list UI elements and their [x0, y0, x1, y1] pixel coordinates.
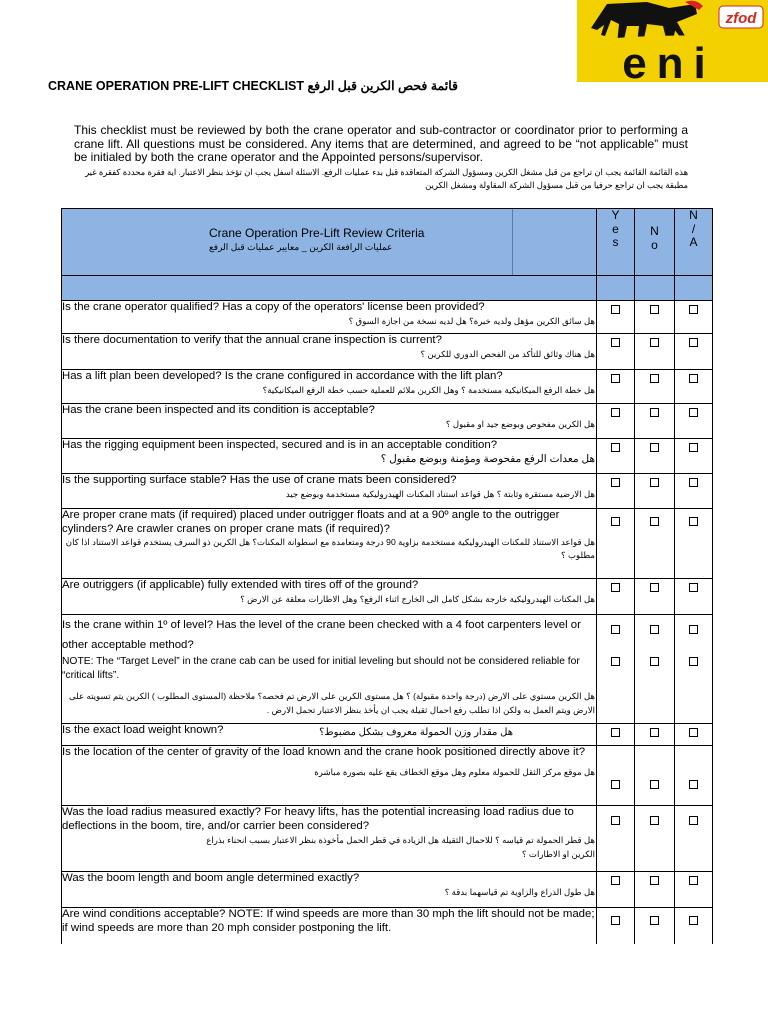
no-checkbox-cell: [635, 334, 675, 370]
na-checkbox[interactable]: [689, 517, 698, 526]
na-checkbox-cell: [675, 872, 713, 908]
no-checkbox[interactable]: [650, 583, 659, 592]
question-ar: هل معدات الرفع مفحوصة ومؤمنة وبوضع مقبول ؟: [380, 452, 595, 465]
question-ar: هل الكرين مستوي على الارض (درجة واحدة مقبولة) ؟ هل مستوى الكرين على الارض تم فحصه؟ ملاحظة (المستوى المطلوب ) الكرين يتم تسويته على الارض ويتم العمل به ولكن اذا تطلب رفع احمال ثقيلة يجب ان يأخذ بنظر الاعتبار تحمل الارض .: [68, 691, 595, 715]
no-checkbox[interactable]: [650, 625, 659, 634]
eni-zfod-logo: [577, 0, 768, 82]
no-checkbox-cell: [635, 806, 675, 872]
no-checkbox[interactable]: [650, 374, 659, 383]
na-checkbox[interactable]: [689, 916, 698, 925]
yes-checkbox-cell: [597, 370, 635, 404]
header-band-cell: [597, 276, 635, 301]
yes-checkbox-cell: [597, 724, 635, 746]
table-row: [62, 301, 713, 334]
question-ar: هل موقع مركز الثقل للحمولة معلوم وهل موقع الخطاف يقع عليه بصورة مباشرة: [314, 766, 595, 777]
no-checkbox-cell: [635, 908, 675, 944]
no-checkbox-cell: [635, 301, 675, 334]
na-checkbox-cell: [675, 746, 713, 806]
na-checkbox-cell: [675, 474, 713, 509]
yes-checkbox-cell: [597, 806, 635, 872]
no-checkbox[interactable]: [650, 728, 659, 737]
question-ar: هل الارضية مستقرة وثابتة ؟ هل قواعد استناد المكنات الهيدروليكية مستخدمة وبوضع جيد: [285, 488, 595, 499]
yes-checkbox-cell: [597, 579, 635, 615]
intro-text-ar: هذه القائمة القائمة يجب ان تراجع من قبل مشغل الكرين ومسؤول الشركة المتعاقدة قبل بدء عمليات الرفع. الاسئلة اسفل يجب ان تؤخذ بنظر الاعتبار. اية فقرة محددة كفقرة غير مطبقة يجب ان تراجع حرفيا من قبل مسؤول الشركة المقاولة ومشغل الكرين: [85, 167, 688, 190]
table-row: [62, 724, 713, 746]
no-checkbox[interactable]: [650, 443, 659, 452]
no-header-char: o: [651, 237, 658, 252]
na-checkbox-cell: [675, 370, 713, 404]
question-cell: [62, 872, 597, 908]
no-checkbox-cell: [635, 746, 675, 806]
yes-checkbox-cell: [597, 474, 635, 509]
no-checkbox-cell: [635, 404, 675, 439]
yes-checkbox-cell: [597, 509, 635, 579]
na-checkbox[interactable]: [689, 443, 698, 452]
no-checkbox[interactable]: [650, 478, 659, 487]
yes-checkbox[interactable]: [611, 478, 620, 487]
header-divider: [512, 209, 513, 275]
eni-wordmark: eni: [622, 39, 716, 82]
yes-checkbox-cell: [597, 334, 635, 370]
yes-checkbox[interactable]: [611, 625, 620, 634]
question-en: Is the exact load weight known?: [62, 724, 224, 736]
no-checkbox[interactable]: [650, 305, 659, 314]
na-checkbox-cell: [675, 334, 713, 370]
row-spacer: [675, 639, 712, 653]
yes-checkbox-cell: [597, 615, 635, 724]
header-band-row: [62, 276, 713, 301]
question-ar: هل قواعد الاستناد للمكنات الهيدروليكية مستخدمة بزاوية 90 درجة ومتعامدة مع اسطوانة المكنات؟ هل الكرين ذو السرف يستخدم قواعد الاستناد اذا كان مطلوب ؟: [65, 537, 595, 560]
na-checkbox[interactable]: [689, 338, 698, 347]
table-row: [62, 872, 713, 908]
header-band-cell: [62, 276, 597, 301]
table-row: [62, 908, 713, 944]
na-checkbox[interactable]: [689, 478, 698, 487]
question-en: Was the load radius measured exactly? For heavy lifts, has the potential increasing load radius due to deflections in the boom, tire, and/or carrier been considered?: [62, 806, 574, 832]
question-ar: هل قطر الحمولة تم قياسه ؟ للاحمال الثقيلة هل الزيادة في قطر الحمل مأخوذة بنظر الاعتبار بسبب انحناء بذراع الكرين او الاطارات ؟: [206, 835, 595, 859]
yes-checkbox[interactable]: [611, 916, 620, 925]
question-en: Is the crane within 1º of level? Has the level of the crane been checked with a 4 foot carpenters level or other acceptable method?: [62, 619, 581, 651]
question-en: Is the crane operator qualified? Has a copy of the operators' license been provided?: [62, 301, 485, 313]
table-row: [62, 746, 713, 806]
yes-checkbox[interactable]: [611, 816, 620, 825]
yes-checkbox-cell: [597, 404, 635, 439]
question-en: Has the crane been inspected and its condition is acceptable?: [62, 404, 375, 416]
yes-checkbox[interactable]: [611, 583, 620, 592]
question-ar: هل مقدار وزن الحمولة معروف بشكل مضبوط؟: [319, 727, 513, 738]
na-checkbox-cell: [675, 615, 713, 724]
na-checkbox[interactable]: [689, 408, 698, 417]
question-en: Was the boom length and boom angle determined exactly?: [62, 872, 360, 884]
no-checkbox[interactable]: [650, 338, 659, 347]
na-checkbox-cell: [675, 301, 713, 334]
table-row: [62, 404, 713, 439]
question-cell: [62, 908, 597, 944]
na-checkbox-cell: [675, 439, 713, 474]
question-ar: هل هناك وثائق للتأكد من الفحص الدوري للكرين ؟: [420, 348, 595, 359]
na-checkbox-cell: [675, 579, 713, 615]
question-note: NOTE: The “Target Level” in the crane cab can be used for initial leveling but should not be considered reliable for “critical lifts”.: [62, 656, 580, 681]
na-checkbox[interactable]: [689, 780, 698, 789]
no-checkbox[interactable]: [650, 816, 659, 825]
no-checkbox-secondary[interactable]: [650, 657, 659, 666]
no-checkbox-cell: [635, 579, 675, 615]
yes-checkbox[interactable]: [611, 728, 620, 737]
no-header-char: N: [650, 224, 659, 238]
no-checkbox-cell: [635, 724, 675, 746]
na-header-char: N: [689, 208, 698, 222]
yes-header-char: Y: [611, 208, 620, 222]
question-en: Are outriggers (if applicable) fully extended with tires off of the ground?: [62, 579, 419, 591]
question-cell: [62, 439, 597, 474]
yes-column-header: [597, 209, 635, 276]
row-spacer: [597, 639, 634, 653]
yes-header-char: s: [612, 235, 619, 249]
question-cell: [62, 404, 597, 439]
question-cell: [62, 334, 597, 370]
no-checkbox-cell: [635, 615, 675, 724]
question-cell: [62, 301, 597, 334]
question-ar: هل طول الذراع والزاوية تم قياسهما بدقة ؟: [444, 886, 595, 897]
no-checkbox-cell: [635, 474, 675, 509]
table-row: [62, 439, 713, 474]
question-en: Is there documentation to verify that the annual crane inspection is current?: [62, 334, 442, 346]
no-checkbox[interactable]: [650, 916, 659, 925]
question-cell: [62, 579, 597, 615]
na-column-header: [675, 209, 713, 276]
table-row: [62, 579, 713, 615]
na-checkbox[interactable]: [689, 374, 698, 383]
page-title: CRANE OPERATION PRE-LIFT CHECKLIST قائمة فحص الكرين قبل الرفع: [48, 79, 459, 93]
question-cell: [62, 724, 597, 746]
question-cell: [62, 806, 597, 872]
no-checkbox[interactable]: [650, 408, 659, 417]
question-ar: هل سائق الكرين مؤهل ولديه خبرة؟ هل لديه نسخة من اجازة السوق ؟: [348, 315, 595, 326]
table-row: [62, 615, 713, 724]
no-checkbox[interactable]: [650, 876, 659, 885]
yes-checkbox[interactable]: [611, 374, 620, 383]
criteria-header: [62, 209, 597, 276]
na-checkbox[interactable]: [689, 583, 698, 592]
criteria-header-ar: عمليات الرافعة الكرين _ معايير عمليات قبل الرفع: [209, 242, 393, 252]
eni-logo-icon: [577, 0, 768, 82]
yes-header-char: e: [612, 221, 619, 236]
question-cell: [62, 370, 597, 404]
yes-checkbox[interactable]: [611, 780, 620, 789]
yes-checkbox-cell: [597, 439, 635, 474]
na-checkbox-cell: [675, 806, 713, 872]
yes-checkbox-cell: [597, 908, 635, 944]
yes-checkbox-cell: [597, 301, 635, 334]
table-row: [62, 370, 713, 404]
question-en: Are proper crane mats (if required) placed under outrigger floats and at a 90º angle to the outrigger cylinders? Are crawler cranes on proper crane mats (if required)?: [62, 509, 560, 535]
question-ar: هل المكنات الهيدروليكية خارجة بشكل كامل الى الخارج اثناء الرفع؟ وهل الاطارات معلقة عن الارض ؟: [240, 593, 595, 604]
yes-checkbox[interactable]: [611, 517, 620, 526]
question-en: Is the supporting surface stable? Has the use of crane mats been considered?: [62, 474, 457, 486]
na-checkbox-cell: [675, 724, 713, 746]
yes-checkbox[interactable]: [611, 408, 620, 417]
no-checkbox-cell: [635, 872, 675, 908]
no-checkbox[interactable]: [650, 517, 659, 526]
na-checkbox-cell: [675, 908, 713, 944]
question-ar: هل خطة الرفع الميكانيكية مستخدمة ؟ وهل الكرين ملائم للعملية حسب خطة الرفع الميكانيكية؟: [262, 384, 595, 395]
checklist-table: [61, 208, 713, 944]
question-cell: [62, 474, 597, 509]
no-checkbox-cell: [635, 439, 675, 474]
na-checkbox-cell: [675, 404, 713, 439]
question-cell: [62, 615, 597, 724]
question-cell: [62, 746, 597, 806]
na-checkbox[interactable]: [689, 305, 698, 314]
no-column-header: [635, 209, 675, 276]
table-row: [62, 806, 713, 872]
question-en: Are wind conditions acceptable? NOTE: If wind speeds are more than 30 mph the lift should not be made; if wind speeds are more than 20 mph consider postponing the lift.: [62, 908, 595, 934]
no-checkbox-cell: [635, 509, 675, 579]
na-header-char: A: [689, 235, 698, 249]
yes-checkbox-cell: [597, 872, 635, 908]
na-checkbox[interactable]: [689, 728, 698, 737]
question-ar: هل الكرين مفحوص وبوضع جيد او مقبول ؟: [445, 418, 595, 429]
question-cell: [62, 509, 597, 579]
yes-checkbox-cell: [597, 746, 635, 806]
yes-checkbox[interactable]: [611, 443, 620, 452]
na-checkbox[interactable]: [689, 625, 698, 634]
question-en: Has a lift plan been developed? Is the crane configured in accordance with the lift plan?: [62, 370, 503, 382]
row-spacer: [635, 639, 674, 653]
no-checkbox[interactable]: [650, 780, 659, 789]
na-checkbox-cell: [675, 509, 713, 579]
table-row: [62, 509, 713, 579]
table-row: [62, 334, 713, 370]
yes-checkbox[interactable]: [611, 876, 620, 885]
na-checkbox[interactable]: [689, 816, 698, 825]
intro-text-en: This checklist must be reviewed by both the crane operator and sub-contractor or coordinator prior to performing a crane lift. All questions must be considered. Any items that are determined, and agreed to be “not applicable” must be initialed by both the crane operator and the Appointed persons/supervisor.: [74, 123, 688, 165]
criteria-header-en: Crane Operation Pre-Lift Review Criteria: [209, 226, 425, 240]
yes-checkbox[interactable]: [611, 305, 620, 314]
no-checkbox-cell: [635, 370, 675, 404]
header-band-cell: [675, 276, 713, 301]
question-en: Has the rigging equipment been inspected, secured and is in an acceptable condition?: [62, 439, 498, 451]
zfod-badge-text: zfod: [725, 10, 757, 27]
na-checkbox-secondary[interactable]: [689, 657, 698, 666]
table-header-row: [62, 209, 713, 276]
header-band-cell: [635, 276, 675, 301]
yes-checkbox[interactable]: [611, 338, 620, 347]
na-checkbox[interactable]: [689, 876, 698, 885]
yes-checkbox-secondary[interactable]: [611, 657, 620, 666]
table-row: [62, 474, 713, 509]
question-en: Is the location of the center of gravity of the load known and the crane hook positioned directly above it?: [62, 746, 586, 758]
na-header-char: /: [691, 221, 696, 236]
